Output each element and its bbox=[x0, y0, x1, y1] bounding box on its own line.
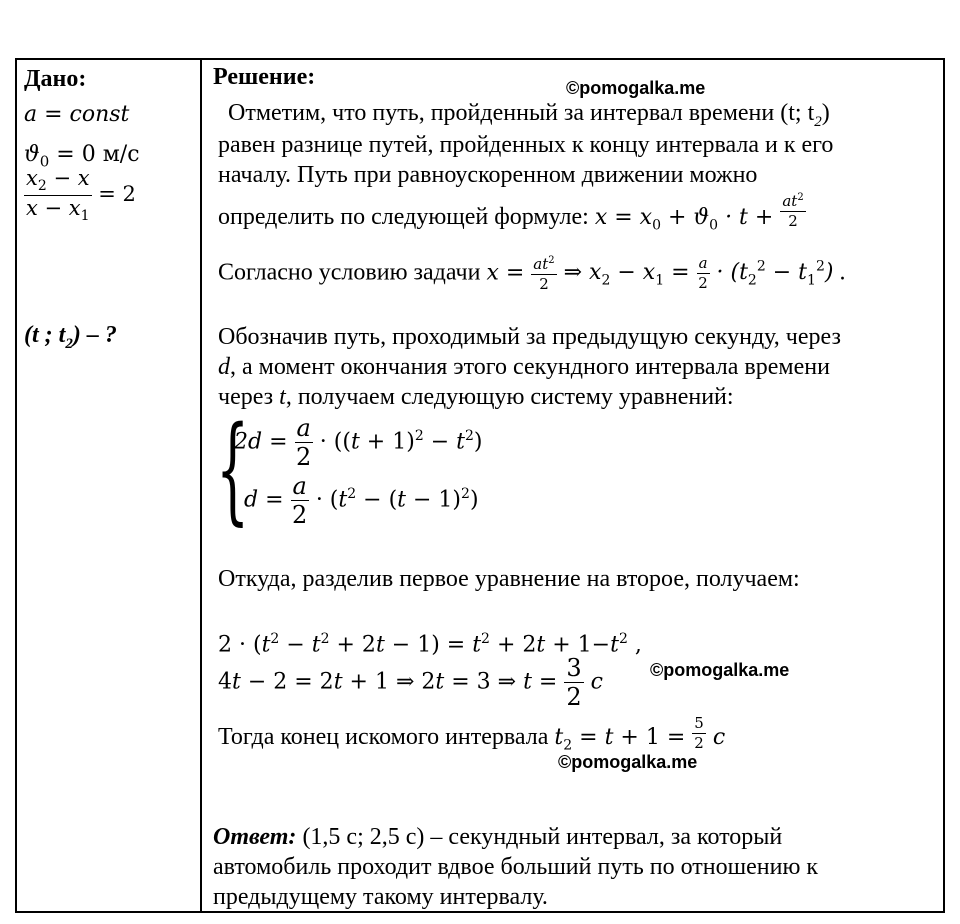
answer-line3: предыдущему такому интервалу. bbox=[213, 884, 548, 910]
p4: Тогда конец искомого интервала $t_2 = t + 1$ = $\frac{5}{2}$ c bbox=[218, 713, 726, 754]
p2-line1: Обозначив путь, проходимый за предыдущую секунду, через bbox=[218, 324, 841, 350]
watermark-bottom: ©pomogalka.me bbox=[558, 752, 698, 772]
system-equation-1: 2d = $\frac{a}{2}$ · $((t + 1)^2 - t^2)$ bbox=[234, 414, 483, 471]
find-label: (t ; $t_2$) – ? bbox=[24, 322, 117, 352]
p1-line2: равен разнице путей, пройденных к концу интервала и к его bbox=[218, 132, 834, 158]
watermark-top: ©pomogalka.me bbox=[566, 78, 706, 98]
watermark-middle: ©pomogalka.me bbox=[650, 660, 790, 680]
p1-line5: Согласно условию задачи x = $\frac{at^2}{2}$ ⇒ $x_2 - x_1$ = $\frac{a}{2}$ · $(t_2^2 - t_1^2)$ . bbox=[218, 254, 846, 293]
equation-division: $2 \cdot (t^2 - t^2 + 2t - 1) = t^2 + 2t + 1-t^2$ , bbox=[218, 631, 642, 658]
answer-label: Ответ: bbox=[213, 824, 297, 850]
p2-line3: через t, получаем следующую систему уравнений: bbox=[218, 384, 734, 410]
equation-solve-t: 4t − 2 = 2t + 1 ⇒ 2t = 3 ⇒ t = $\frac{3}{2}$ c bbox=[218, 654, 603, 711]
p1-line1: Отметим, что путь, пройденный за интервал времени (t; $t_2$) bbox=[228, 100, 830, 130]
column-divider bbox=[200, 58, 202, 913]
p2-line2: d, а момент окончания этого секундного интервала времени bbox=[218, 354, 830, 380]
system-equation-2: d = $\frac{a}{2}$ · $(t^2 - (t - 1)^2)$ bbox=[244, 472, 479, 529]
given-acceleration: a = const bbox=[24, 102, 130, 127]
p3: Откуда, разделив первое уравнение на второе, получаем: bbox=[218, 566, 800, 592]
answer-line1: Ответ: (1,5 с; 2,5 с) – секундный интервал, за который bbox=[213, 824, 783, 850]
p1-line3: началу. Путь при равноускоренном движении можно bbox=[218, 162, 758, 188]
given-header: Дано: bbox=[24, 66, 87, 92]
given-initial-velocity: $ϑ_0 = 0$ м/с bbox=[24, 142, 140, 171]
given-ratio: $\frac{x_2 - x}{x - x_1}$ = 2 bbox=[26, 166, 136, 225]
system-brace: { bbox=[216, 402, 250, 537]
p1-line4: определить по следующей формуле: $x = x_0 + ϑ_0 \cdot t$ + $\frac{at^2}{2}$ bbox=[218, 192, 804, 234]
answer-line2: автомобиль проходит вдвое больший путь по отношению к bbox=[213, 854, 819, 880]
solution-header: Решение: bbox=[213, 64, 316, 90]
